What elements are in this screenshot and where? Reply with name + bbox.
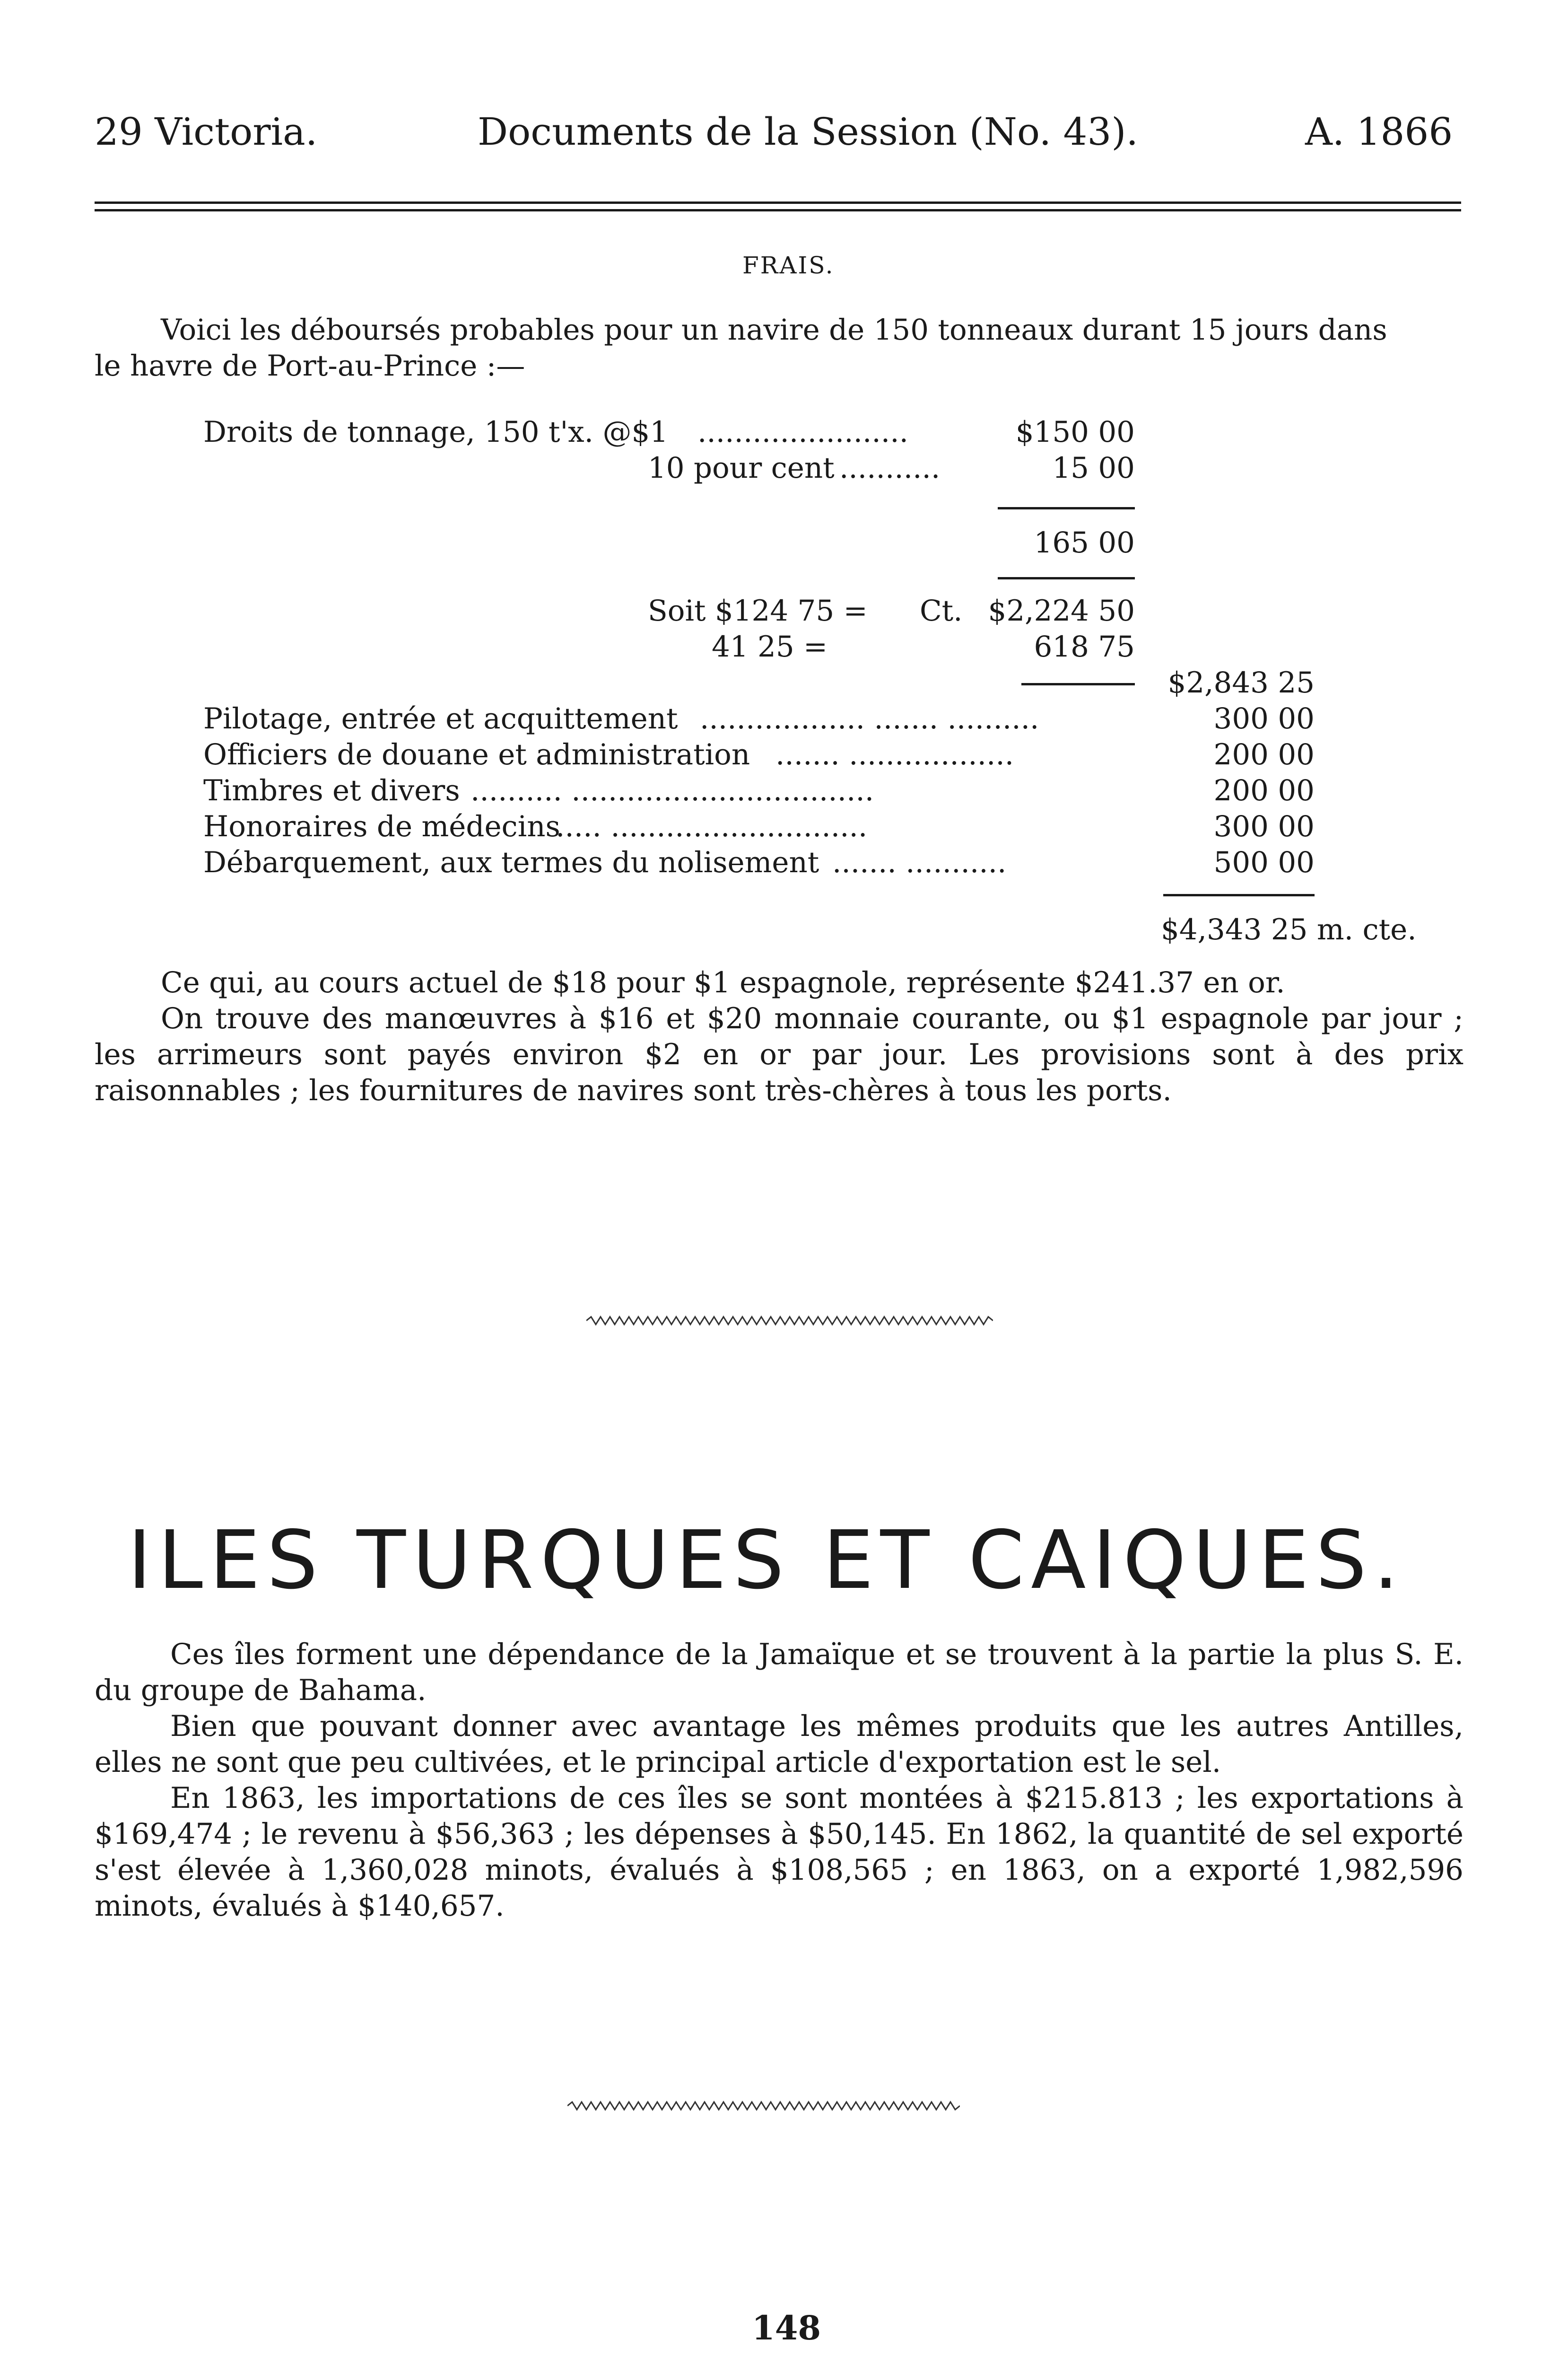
header-year: A. 1866 <box>1305 110 1453 154</box>
grand-total: $4,343 25 m. cte. <box>1161 913 1417 946</box>
subtotal-rule-under <box>998 577 1135 579</box>
item-label: Pilotage, entrée et acquittement <box>203 702 678 736</box>
section-title: ILES TURQUES ET CAIQUES. <box>128 1514 1406 1607</box>
pourcent-leader: ........... <box>839 451 941 485</box>
frais-para-exchange: Ce qui, au cours actuel de $18 pour $1 espagnole, représente $241.37 en or. <box>161 966 1285 999</box>
item-amount: 200 00 <box>1213 774 1315 807</box>
frais-para-wages: On trouve des manœuvres à $16 et $20 monnaie courante, ou $1 espagnole par jour ; les arrimeurs sont payés environ $2 en or par jour. Les provisions sont à des prix raisonnables ; les fournitures de navires sont très-chères à tous les ports. <box>95 1002 1463 1107</box>
section-para-dependance: Ces îles forment une dépendance de la Jamaïque et se trouvent à la partie la plus S. E. du groupe de Bahama. <box>95 1638 1463 1707</box>
droits-label: Droits de tonnage, 150 t'x. @$1 <box>203 415 669 449</box>
pourcent-label: 10 pour cent <box>648 451 835 485</box>
item-label: Timbres et divers <box>203 774 460 807</box>
soit2-amount: 618 75 <box>1034 630 1135 664</box>
soit-ct: Ct. <box>920 594 963 628</box>
item-leader: ....... .................. <box>775 738 1014 771</box>
wavy-divider <box>567 2100 960 2111</box>
section-para-produits: Bien que pouvant donner avec avantage les mêmes produits que les autres Antilles, elles ne sont que peu cultivées, et le principal article d'exportation est le sel. <box>95 1709 1463 1779</box>
droits-amount: $150 00 <box>1015 415 1135 449</box>
item-label: Officiers de douane et administration <box>203 738 750 771</box>
item-leader: .................. ....... .......... <box>700 702 1039 736</box>
running-total-dash <box>1021 683 1135 685</box>
item-leader: .......... ................................. <box>470 774 874 807</box>
item-leader: ....... ........... <box>832 846 1007 879</box>
header-rule-bottom <box>95 209 1461 211</box>
running-total: $2,843 25 <box>1167 666 1315 700</box>
item-amount: 200 00 <box>1213 738 1315 771</box>
page-number: 148 <box>752 2308 821 2347</box>
item-label: Honoraires de médecins <box>203 810 560 843</box>
subtotal-amount: 165 00 <box>1034 526 1135 560</box>
frais-intro-line1: Voici les déboursés probables pour un navire de 150 tonneaux durant 15 jours dans <box>161 313 1387 347</box>
frais-paragraphs <box>95 965 1463 1109</box>
header-document-title: Documents de la Session (No. 43). <box>478 110 1138 154</box>
item-label: Débarquement, aux termes du nolisement <box>203 846 819 879</box>
section-paragraphs <box>95 1637 1463 1924</box>
droits-leader: ....................... <box>697 415 908 449</box>
item-amount: 500 00 <box>1213 846 1315 879</box>
section-para-statistiques: En 1863, les importations de ces îles se sont montées à $215.813 ; les exportations à $169,474 ; le revenu à $56,363 ; les dépenses à $50,145. En 1862, la quantité de sel exporté s'est élevée à 1,360,028 minots, évalués à $108,565 ; en 1863, on a exporté 1,982,596 minots, évalués à $140,657. <box>95 1781 1463 1923</box>
pourcent-amount: 15 00 <box>1052 451 1135 485</box>
item-leader: ..... ............................ <box>556 810 868 843</box>
soit2-label: 41 25 = <box>712 630 828 664</box>
soit-label: Soit $124 75 = <box>648 594 868 628</box>
soit-amount: $2,224 50 <box>988 594 1135 628</box>
frais-intro-line2: le havre de Port-au-Prince :— <box>95 349 525 383</box>
subtotal-rule <box>998 507 1135 509</box>
frais-heading: FRAIS. <box>742 252 835 279</box>
item-amount: 300 00 <box>1213 702 1315 736</box>
grand-total-rule <box>1163 894 1315 896</box>
item-amount: 300 00 <box>1213 810 1315 843</box>
header-volume: 29 Victoria. <box>95 110 318 154</box>
wavy-divider <box>586 1315 993 1326</box>
header-rule-top <box>95 201 1461 204</box>
